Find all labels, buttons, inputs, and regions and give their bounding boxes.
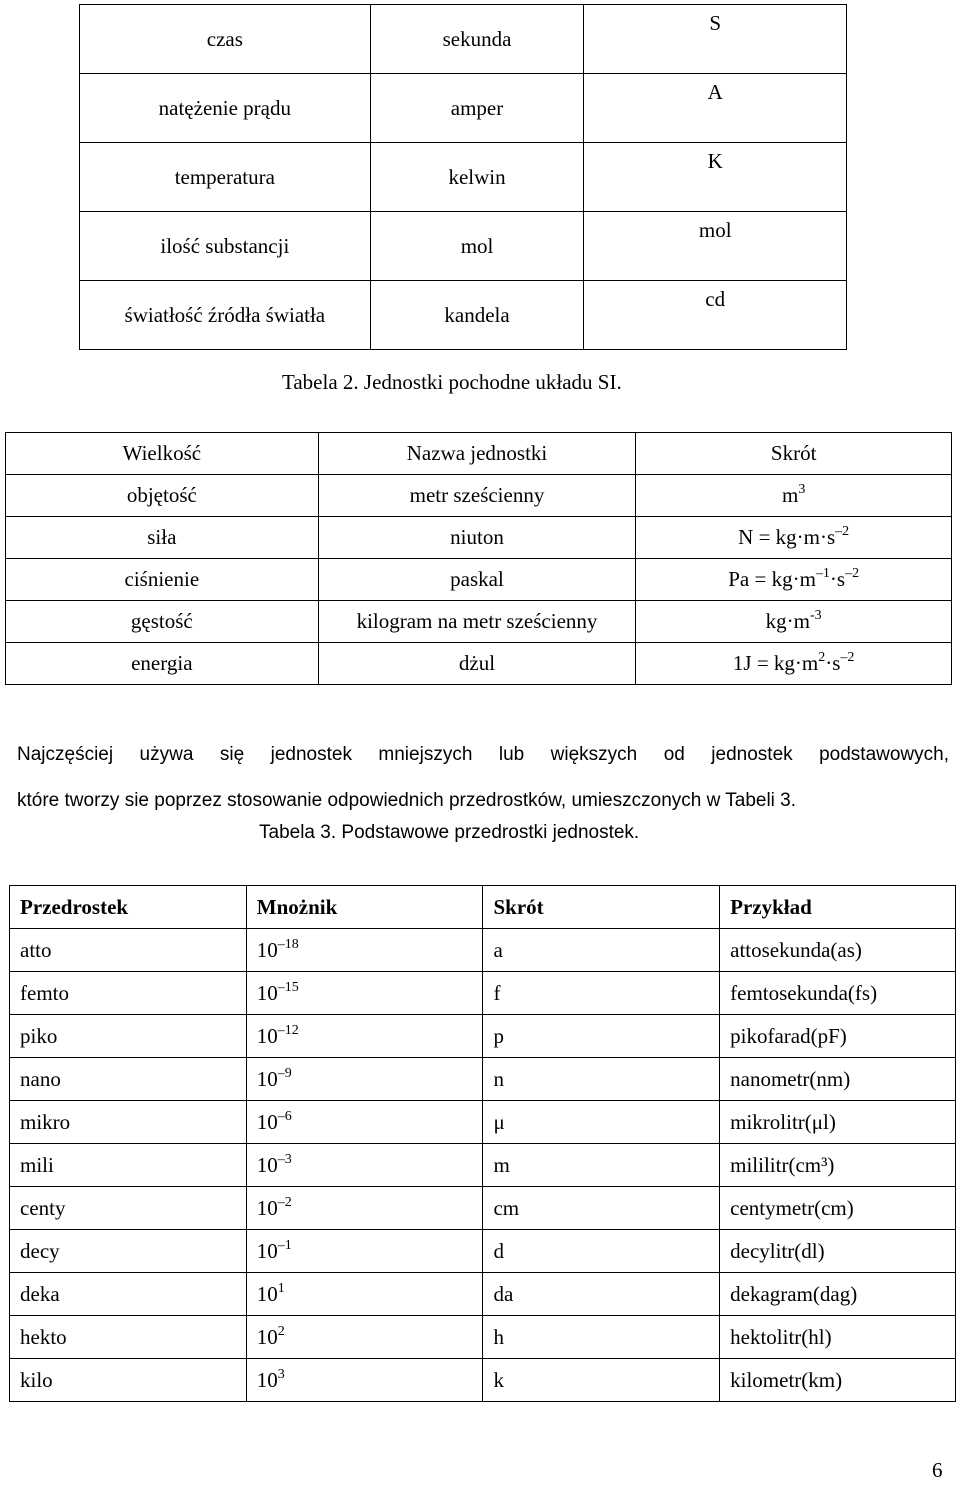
table2-caption: Tabela 2. Jednostki pochodne układu SI. <box>282 370 622 394</box>
prefix-cell: femto <box>10 972 247 1015</box>
example-cell: hektolitr(hl) <box>720 1316 956 1359</box>
table-row <box>6 475 952 517</box>
example-cell: decylitr(dl) <box>720 1230 956 1273</box>
table-row <box>10 1187 956 1230</box>
symbol-cell: $m^3$ <box>636 475 952 517</box>
quantity-cell: czas <box>80 5 371 74</box>
symbol-cell: a <box>483 929 720 972</box>
table-row <box>6 643 952 685</box>
example-cell: centymetr(cm) <box>720 1187 956 1230</box>
multiplier-cell: $10^{-18}$ <box>246 929 483 972</box>
quantity-cell: ciśnienie <box>6 559 319 601</box>
table-row <box>10 1058 956 1101</box>
multiplier-cell: $10^1$ <box>246 1273 483 1316</box>
multiplier-cell: $10^{-2}$ <box>246 1187 483 1230</box>
table-row <box>80 212 847 281</box>
symbol-cell: m <box>483 1144 720 1187</box>
table-row <box>10 1273 956 1316</box>
prefix-cell: mikro <box>10 1101 247 1144</box>
symbol-cell: S <box>584 5 847 74</box>
prefix-cell: decy <box>10 1230 247 1273</box>
table-row <box>10 1359 956 1402</box>
quantity-cell: światłość źródła światła <box>80 281 371 350</box>
quantity-cell: gęstość <box>6 601 319 643</box>
symbol-cell: cm <box>483 1187 720 1230</box>
header-prefix: Przedrostek <box>10 886 247 929</box>
prefix-cell: nano <box>10 1058 247 1101</box>
table-header-row <box>6 433 952 475</box>
quantity-cell: siła <box>6 517 319 559</box>
unit-cell: kilogram na metr sześcienny <box>318 601 636 643</box>
unit-cell: sekunda <box>370 5 584 74</box>
table-row <box>10 1316 956 1359</box>
prefix-cell: atto <box>10 929 247 972</box>
prefixes-table <box>9 885 956 1402</box>
multiplier-cell: $10^{-3}$ <box>246 1144 483 1187</box>
symbol-cell: cd <box>584 281 847 350</box>
prefixes-table-body <box>10 929 956 1402</box>
symbol-cell: f <box>483 972 720 1015</box>
example-cell: mililitr(cm³) <box>720 1144 956 1187</box>
unit-cell: niuton <box>318 517 636 559</box>
unit-cell: metr sześcienny <box>318 475 636 517</box>
header-quantity: Wielkość <box>6 433 319 475</box>
unit-cell: paskal <box>318 559 636 601</box>
paragraph-line-1: Najczęściej używa się jednostek mniejszych lub większych od jednostek podstawowych, <box>17 744 949 765</box>
header-multiplier: Mnożnik <box>246 886 483 929</box>
base-units-table-body <box>80 5 847 350</box>
unit-cell: amper <box>370 74 584 143</box>
symbol-cell: A <box>584 74 847 143</box>
table-row <box>10 972 956 1015</box>
table-header-row <box>10 886 956 929</box>
example-cell: dekagram(dag) <box>720 1273 956 1316</box>
page-number: 6 <box>932 1458 943 1482</box>
unit-cell: kandela <box>370 281 584 350</box>
table-row <box>10 1144 956 1187</box>
example-cell: kilometr(km) <box>720 1359 956 1402</box>
prefix-cell: kilo <box>10 1359 247 1402</box>
paragraph-line-2: które tworzy sie poprzez stosowanie odpowiednich przedrostków, umieszczonych w Tabeli 3. <box>17 790 797 811</box>
table-row <box>6 559 952 601</box>
symbol-cell: d <box>483 1230 720 1273</box>
example-cell: pikofarad(pF) <box>720 1015 956 1058</box>
symbol-cell: K <box>584 143 847 212</box>
quantity-cell: temperatura <box>80 143 371 212</box>
multiplier-cell: $10^{-9}$ <box>246 1058 483 1101</box>
header-symbol: Skrót <box>483 886 720 929</box>
multiplier-cell: $10^{-12}$ <box>246 1015 483 1058</box>
table-row <box>80 74 847 143</box>
unit-cell: mol <box>370 212 584 281</box>
symbol-cell: $Pa = kg\cdot m^{-1}\cdot s^{-2}$ <box>636 559 952 601</box>
unit-cell: kelwin <box>370 143 584 212</box>
symbol-cell: $1J = kg\cdot m^2\cdot s^{-2}$ <box>636 643 952 685</box>
header-symbol: Skrót <box>636 433 952 475</box>
multiplier-cell: $10^3$ <box>246 1359 483 1402</box>
header-example: Przykład <box>720 886 956 929</box>
table-row <box>10 929 956 972</box>
symbol-cell: $N = kg\cdot m\cdot s^{-2}$ <box>636 517 952 559</box>
prefix-cell: hekto <box>10 1316 247 1359</box>
multiplier-cell: $10^{-15}$ <box>246 972 483 1015</box>
table-row <box>6 601 952 643</box>
quantity-cell: objętość <box>6 475 319 517</box>
example-cell: femtosekunda(fs) <box>720 972 956 1015</box>
base-units-table <box>79 4 847 350</box>
prefix-cell: piko <box>10 1015 247 1058</box>
prefix-cell: mili <box>10 1144 247 1187</box>
table-row <box>80 5 847 74</box>
example-cell: mikrolitr(μl) <box>720 1101 956 1144</box>
symbol-cell: h <box>483 1316 720 1359</box>
table-row <box>80 143 847 212</box>
table-row <box>10 1230 956 1273</box>
table-row <box>80 281 847 350</box>
quantity-cell: energia <box>6 643 319 685</box>
table-row <box>10 1015 956 1058</box>
quantity-cell: ilość substancji <box>80 212 371 281</box>
symbol-cell: μ <box>483 1101 720 1144</box>
multiplier-cell: $10^2$ <box>246 1316 483 1359</box>
symbol-cell: da <box>483 1273 720 1316</box>
prefix-cell: deka <box>10 1273 247 1316</box>
derived-units-table-body <box>6 475 952 685</box>
symbol-cell: p <box>483 1015 720 1058</box>
table3-caption: Tabela 3. Podstawowe przedrostki jednostek. <box>259 822 640 843</box>
symbol-cell: $kg\cdot m^{-3}$ <box>636 601 952 643</box>
quantity-cell: natężenie prądu <box>80 74 371 143</box>
multiplier-cell: $10^{-1}$ <box>246 1230 483 1273</box>
derived-units-table <box>5 432 952 685</box>
example-cell: attosekunda(as) <box>720 929 956 972</box>
prefix-cell: centy <box>10 1187 247 1230</box>
unit-cell: dżul <box>318 643 636 685</box>
symbol-cell: mol <box>584 212 847 281</box>
multiplier-cell: $10^{-6}$ <box>246 1101 483 1144</box>
table-row <box>6 517 952 559</box>
table-row <box>10 1101 956 1144</box>
body-paragraph <box>17 732 949 824</box>
symbol-cell: n <box>483 1058 720 1101</box>
example-cell: nanometr(nm) <box>720 1058 956 1101</box>
symbol-cell: k <box>483 1359 720 1402</box>
header-unit-name: Nazwa jednostki <box>318 433 636 475</box>
